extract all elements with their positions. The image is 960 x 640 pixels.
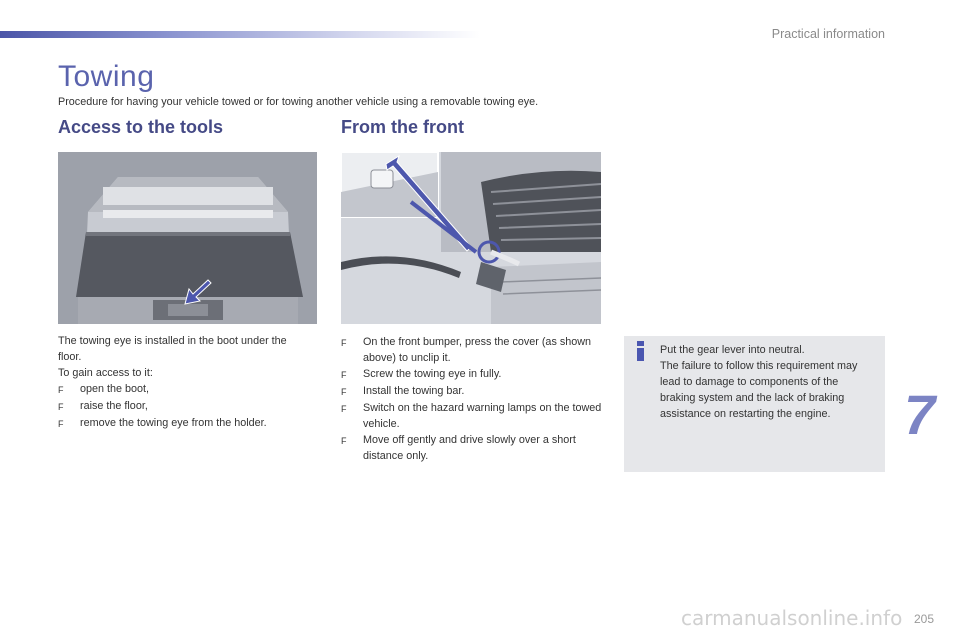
page-title: Towing (58, 60, 155, 93)
list-item (58, 381, 308, 398)
bullet-marker: F (341, 404, 347, 414)
bullet-marker: F (58, 402, 64, 412)
list-item (341, 400, 606, 432)
list-item (341, 366, 606, 383)
header-accent-bar (0, 31, 480, 38)
info-line: Put the gear lever into neutral. (660, 344, 805, 356)
info-text (660, 342, 875, 422)
list-item (341, 383, 606, 400)
list-item (58, 398, 308, 415)
bullet-marker: F (58, 385, 64, 395)
bullet-marker: F (341, 436, 347, 446)
intro-text: Procedure for having your vehicle towed or for towing another vehicle using a removable towing eye. (58, 96, 539, 108)
list-item (341, 432, 606, 464)
bullet-marker: F (341, 338, 347, 348)
bullet-text: raise the floor, (80, 400, 148, 412)
list-item (341, 334, 606, 366)
info-line: The failure to follow this requirement may lead to damage to components of the braking system and the lack of braking assistance on restarting the engine. (660, 360, 858, 420)
section-title: Practical information (771, 27, 885, 41)
access-tools-heading: Access to the tools (58, 117, 224, 137)
bullet-text: Install the towing bar. (363, 385, 465, 397)
bullet-marker: F (58, 419, 64, 429)
front-bumper-illustration (341, 152, 601, 324)
bullet-text: On the front bumper, press the cover (as shown above) to unclip it. (363, 336, 592, 364)
bullet-marker: F (341, 387, 347, 397)
boot-floor-illustration (58, 152, 317, 324)
bullet-text: Move off gently and drive slowly over a short distance only. (363, 434, 576, 462)
bullet-text: remove the towing eye from the holder. (80, 417, 267, 429)
tools-line: The towing eye is installed in the boot under the floor. (58, 335, 287, 363)
bullet-text: Switch on the hazard warning lamps on the towed vehicle. (363, 402, 602, 430)
bullet-text: open the boot, (80, 383, 150, 395)
info-icon (636, 341, 646, 361)
bullet-marker: F (341, 370, 347, 380)
from-front-heading: From the front (341, 117, 464, 137)
access-tools-text (58, 333, 308, 432)
from-front-text (341, 334, 606, 464)
tools-line: To gain access to it: (58, 367, 153, 379)
chapter-number: 7 (904, 383, 936, 446)
watermark: carmanualsonline.info (681, 606, 903, 630)
bullet-text: Screw the towing eye in fully. (363, 368, 502, 380)
list-item (58, 415, 308, 432)
page-number: 205 (914, 612, 935, 626)
